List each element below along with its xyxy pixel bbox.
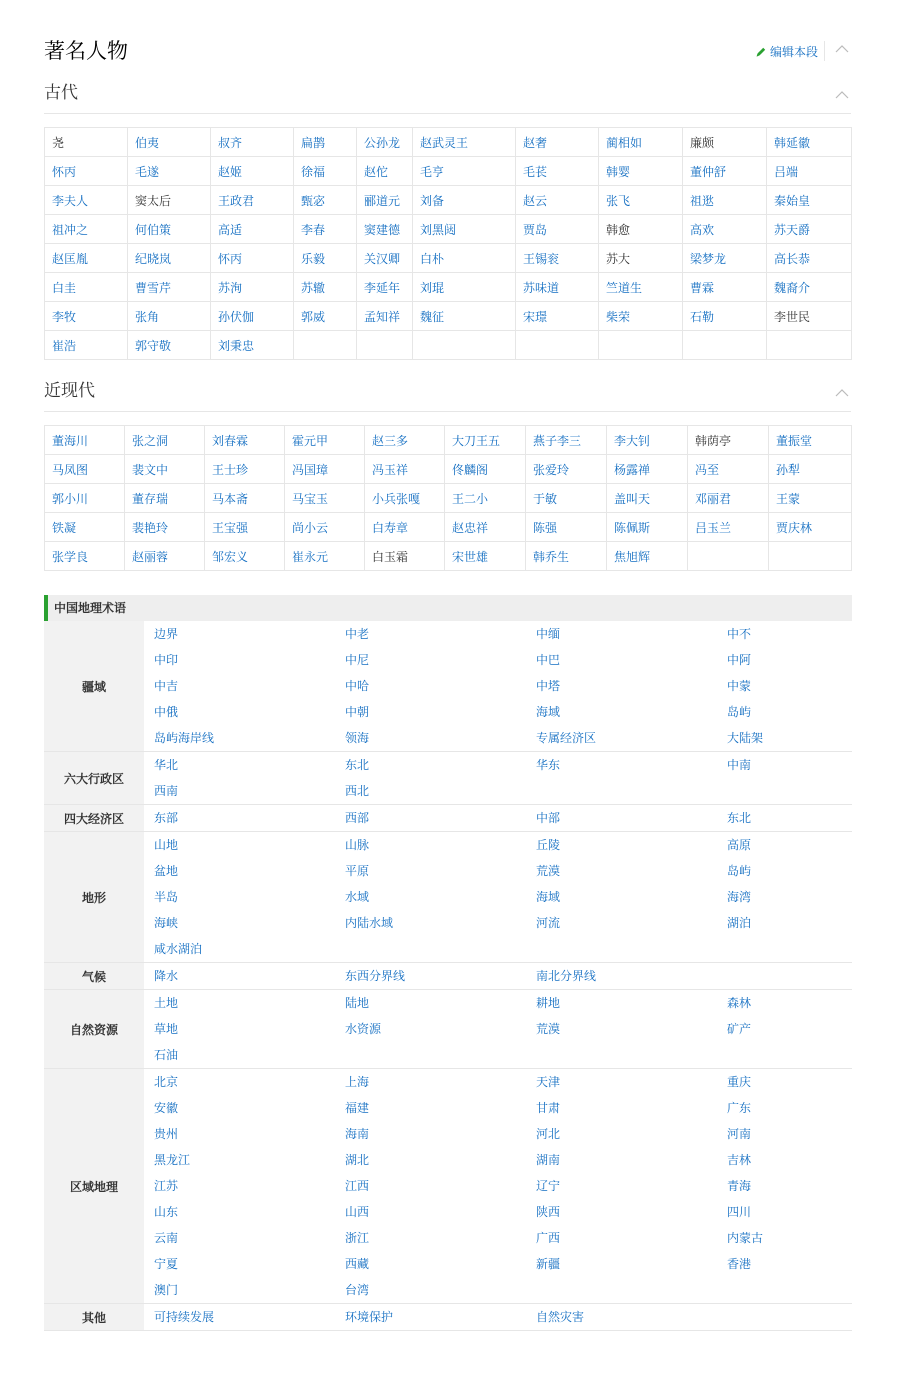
navbox-link[interactable]: 山地 — [154, 838, 179, 852]
person-link[interactable]: 祖逖 — [683, 186, 767, 215]
navbox-group-items — [144, 1069, 852, 1304]
table-row — [45, 331, 852, 360]
navbox-header — [44, 595, 852, 621]
person-link[interactable]: 王政君 — [211, 186, 294, 215]
person-link[interactable]: 董存瑞 — [125, 484, 205, 513]
navbox-link[interactable]: 华东 — [536, 758, 561, 772]
edit-section-button[interactable] — [755, 43, 818, 60]
geography-terms-table — [44, 621, 852, 1331]
table-row — [45, 273, 852, 302]
person-name: 廉颇 — [683, 128, 767, 157]
navbox-link[interactable]: 自然灾害 — [536, 1310, 585, 1324]
person-link[interactable]: 大刀王五 — [445, 426, 526, 455]
person-link[interactable]: 怀丙 — [211, 244, 294, 273]
person-link[interactable]: 李延年 — [357, 273, 413, 302]
navbox-link[interactable]: 重庆 — [727, 1075, 752, 1089]
navbox-link[interactable]: 荒漠 — [536, 1022, 561, 1036]
navbox-link[interactable]: 西部 — [345, 811, 370, 825]
person-link[interactable]: 张之洞 — [125, 426, 205, 455]
person-link[interactable]: 赵忠祥 — [445, 513, 526, 542]
navbox-link[interactable]: 西藏 — [345, 1257, 370, 1271]
navbox-link[interactable]: 降水 — [154, 969, 179, 983]
navbox-link-grid — [144, 621, 852, 751]
navbox-link[interactable]: 丘陵 — [536, 838, 561, 852]
person-link[interactable]: 叔齐 — [211, 128, 294, 157]
person-link[interactable]: 孟知祥 — [357, 302, 413, 331]
person-link[interactable]: 毛亨 — [413, 157, 516, 186]
navbox-link[interactable]: 边界 — [154, 627, 179, 641]
modern-people-table — [44, 425, 852, 571]
navbox-link[interactable]: 土地 — [154, 996, 179, 1010]
navbox-group-items — [144, 832, 852, 963]
navbox-link[interactable]: 中印 — [154, 653, 179, 667]
person-name: 苏大 — [599, 244, 683, 273]
person-link[interactable]: 苏天爵 — [767, 215, 852, 244]
person-link[interactable]: 焦旭辉 — [607, 542, 688, 571]
table-row — [45, 128, 852, 157]
person-link[interactable]: 宋璟 — [516, 302, 599, 331]
person-link[interactable]: 邓丽君 — [688, 484, 769, 513]
person-link[interactable]: 蔺相如 — [599, 128, 683, 157]
chevron-up-icon[interactable] — [835, 90, 849, 100]
empty-cell — [357, 331, 413, 360]
navbox-link[interactable]: 西北 — [345, 784, 370, 798]
navbox-link[interactable]: 广西 — [536, 1231, 561, 1245]
person-link[interactable]: 白寿章 — [365, 513, 445, 542]
person-link[interactable]: 赵姬 — [211, 157, 294, 186]
subsection-title: 古代 — [44, 83, 78, 103]
person-link[interactable]: 于敏 — [526, 484, 607, 513]
person-link[interactable]: 燕子李三 — [526, 426, 607, 455]
person-link[interactable]: 白圭 — [45, 273, 128, 302]
table-row — [45, 542, 852, 571]
person-link[interactable]: 裴文中 — [125, 455, 205, 484]
section-title: 著名人物 — [44, 39, 128, 63]
navbox-link[interactable]: 中部 — [536, 811, 561, 825]
navbox-link[interactable]: 河北 — [536, 1127, 561, 1141]
navbox-link-grid — [144, 1069, 852, 1303]
navbox-link[interactable]: 海南 — [345, 1127, 370, 1141]
table-row — [45, 455, 852, 484]
person-link[interactable]: 曹霖 — [683, 273, 767, 302]
navbox-link[interactable]: 岛屿海岸线 — [154, 731, 215, 745]
person-link[interactable]: 张爱玲 — [526, 455, 607, 484]
navbox-link[interactable]: 咸水湖泊 — [154, 942, 203, 956]
person-link[interactable]: 马本斋 — [205, 484, 285, 513]
person-name: 尧 — [45, 128, 128, 157]
navbox-link[interactable]: 中俄 — [154, 705, 179, 719]
navbox-link[interactable]: 湖北 — [345, 1153, 370, 1167]
navbox-group — [44, 990, 852, 1069]
person-link[interactable]: 祖冲之 — [45, 215, 128, 244]
person-name: 韩愈 — [599, 215, 683, 244]
person-name: 李世民 — [767, 302, 852, 331]
person-link[interactable]: 宋世雄 — [445, 542, 526, 571]
navbox-link[interactable]: 山西 — [345, 1205, 370, 1219]
person-link[interactable]: 赵奢 — [516, 128, 599, 157]
navbox-link[interactable]: 河流 — [536, 916, 561, 930]
ancient-people-table — [44, 127, 852, 360]
subsection-title: 近现代 — [44, 381, 95, 401]
navbox-link[interactable]: 山东 — [154, 1205, 179, 1219]
navbox-link[interactable]: 水域 — [345, 890, 370, 904]
navbox-link[interactable]: 云南 — [154, 1231, 179, 1245]
empty-cell — [767, 331, 852, 360]
navbox-link[interactable]: 高原 — [727, 838, 752, 852]
navbox-link[interactable]: 内陆水域 — [345, 916, 394, 930]
navbox-link[interactable]: 湖南 — [536, 1153, 561, 1167]
navbox-group — [44, 832, 852, 963]
empty-cell — [413, 331, 516, 360]
person-link[interactable]: 陈强 — [526, 513, 607, 542]
navbox-link-grid — [144, 1304, 852, 1330]
navbox-link[interactable]: 香港 — [727, 1257, 752, 1271]
person-link[interactable]: 裴艳玲 — [125, 513, 205, 542]
person-link[interactable]: 杨露禅 — [607, 455, 688, 484]
navbox-group-label: 疆域 — [44, 621, 144, 752]
navbox-link[interactable]: 辽宁 — [536, 1179, 561, 1193]
chevron-up-icon[interactable] — [835, 44, 849, 54]
navbox-link[interactable]: 河南 — [727, 1127, 752, 1141]
person-link[interactable]: 霍元甲 — [285, 426, 365, 455]
person-link[interactable]: 孙犁 — [769, 455, 852, 484]
person-link[interactable]: 王宝强 — [205, 513, 285, 542]
table-row — [45, 513, 852, 542]
navbox-link[interactable]: 江西 — [345, 1179, 370, 1193]
person-link[interactable]: 崔永元 — [285, 542, 365, 571]
table-row — [45, 157, 852, 186]
person-link[interactable]: 苏辙 — [294, 273, 357, 302]
person-name: 白玉霜 — [365, 542, 445, 571]
navbox-link[interactable]: 黑龙江 — [154, 1153, 191, 1167]
navbox-link[interactable]: 平原 — [345, 864, 370, 878]
person-link[interactable]: 李牧 — [45, 302, 128, 331]
navbox-group-items — [144, 752, 852, 805]
navbox-link[interactable]: 海峡 — [154, 916, 179, 930]
person-link[interactable]: 张飞 — [599, 186, 683, 215]
navbox-link[interactable]: 环境保护 — [345, 1310, 394, 1324]
navbox-link[interactable]: 江苏 — [154, 1179, 179, 1193]
navbox-link[interactable]: 福建 — [345, 1101, 370, 1115]
person-link[interactable]: 扁鹊 — [294, 128, 357, 157]
navbox-group-items — [144, 963, 852, 990]
navbox-link[interactable]: 水资源 — [345, 1022, 382, 1036]
navbox-link[interactable]: 半岛 — [154, 890, 179, 904]
person-link[interactable]: 赵丽蓉 — [125, 542, 205, 571]
person-link[interactable]: 盖叫天 — [607, 484, 688, 513]
person-link[interactable]: 赵匡胤 — [45, 244, 128, 273]
person-link[interactable]: 甄宓 — [294, 186, 357, 215]
person-link[interactable]: 贾庆林 — [769, 513, 852, 542]
navbox-link[interactable]: 东部 — [154, 811, 179, 825]
person-link[interactable]: 韩延徽 — [767, 128, 852, 157]
navbox-link[interactable]: 内蒙古 — [727, 1231, 764, 1245]
navbox-link[interactable]: 上海 — [345, 1075, 370, 1089]
empty-cell — [599, 331, 683, 360]
navbox-link[interactable]: 北京 — [154, 1075, 179, 1089]
navbox-group — [44, 1069, 852, 1304]
table-row — [45, 244, 852, 273]
person-link[interactable]: 王蒙 — [769, 484, 852, 513]
person-link[interactable]: 郭小川 — [45, 484, 125, 513]
person-link[interactable]: 铁凝 — [45, 513, 125, 542]
navbox-link[interactable]: 领海 — [345, 731, 370, 745]
navbox-group-label: 其他 — [44, 1304, 144, 1331]
empty-cell — [516, 331, 599, 360]
navbox-link[interactable]: 西南 — [154, 784, 179, 798]
navbox-link[interactable]: 中老 — [345, 627, 370, 641]
navbox-link[interactable]: 岛屿 — [727, 864, 752, 878]
navbox-link-grid — [144, 832, 852, 962]
navbox-link[interactable]: 吉林 — [727, 1153, 752, 1167]
person-link[interactable]: 刘备 — [413, 186, 516, 215]
navbox-link-grid — [144, 752, 852, 804]
navbox-link[interactable]: 荒漠 — [536, 864, 561, 878]
navbox-link[interactable]: 中哈 — [345, 679, 370, 693]
person-link[interactable]: 赵武灵王 — [413, 128, 516, 157]
navbox-link[interactable]: 海域 — [536, 890, 561, 904]
navbox-link[interactable]: 大陆架 — [727, 731, 764, 745]
person-link[interactable]: 高欢 — [683, 215, 767, 244]
empty-cell — [294, 331, 357, 360]
divider — [824, 41, 825, 61]
person-link[interactable]: 冯玉祥 — [365, 455, 445, 484]
person-link[interactable]: 秦始皇 — [767, 186, 852, 215]
person-link[interactable]: 刘秉忠 — [211, 331, 294, 360]
person-link[interactable]: 何伯策 — [128, 215, 211, 244]
navbox-link[interactable]: 中巴 — [536, 653, 561, 667]
person-link[interactable]: 吕端 — [767, 157, 852, 186]
table-row — [45, 215, 852, 244]
person-link[interactable]: 高长恭 — [767, 244, 852, 273]
person-link[interactable]: 梁梦龙 — [683, 244, 767, 273]
navbox-link[interactable]: 矿产 — [727, 1022, 752, 1036]
person-link[interactable]: 李春 — [294, 215, 357, 244]
person-link[interactable]: 王士珍 — [205, 455, 285, 484]
navbox-link[interactable]: 陕西 — [536, 1205, 561, 1219]
person-link[interactable]: 刘春霖 — [205, 426, 285, 455]
subsection-modern-header — [44, 378, 851, 412]
person-link[interactable]: 赵云 — [516, 186, 599, 215]
edit-section-label: 编辑本段 — [769, 45, 818, 59]
navbox-group — [44, 1304, 852, 1331]
navbox-group — [44, 621, 852, 752]
navbox-group-label: 地形 — [44, 832, 144, 963]
navbox-link[interactable]: 中不 — [727, 627, 752, 641]
navbox-group-label: 气候 — [44, 963, 144, 990]
person-link[interactable]: 吕玉兰 — [688, 513, 769, 542]
navbox-link[interactable]: 中朝 — [345, 705, 370, 719]
person-link[interactable]: 贾岛 — [516, 215, 599, 244]
section-header — [44, 36, 851, 68]
navbox-title: 中国地理术语 — [54, 601, 127, 615]
navbox-link[interactable]: 耕地 — [536, 996, 561, 1010]
person-link[interactable]: 徐福 — [294, 157, 357, 186]
navbox-link-grid — [144, 963, 852, 989]
person-link[interactable]: 张角 — [128, 302, 211, 331]
navbox-group-label: 自然资源 — [44, 990, 144, 1069]
navbox-link[interactable]: 中吉 — [154, 679, 179, 693]
person-link[interactable]: 董仲舒 — [683, 157, 767, 186]
navbox-link[interactable]: 岛屿 — [727, 705, 752, 719]
navbox-link[interactable]: 森林 — [727, 996, 752, 1010]
navbox-group-label: 四大经济区 — [44, 805, 144, 832]
navbox-link[interactable]: 中阿 — [727, 653, 752, 667]
person-link[interactable]: 赵三多 — [365, 426, 445, 455]
navbox-link[interactable]: 贵州 — [154, 1127, 179, 1141]
empty-cell — [688, 542, 769, 571]
table-row — [45, 302, 852, 331]
person-link[interactable]: 魏征 — [413, 302, 516, 331]
person-link[interactable]: 毛苌 — [516, 157, 599, 186]
person-link[interactable]: 郦道元 — [357, 186, 413, 215]
table-row — [45, 484, 852, 513]
person-link[interactable]: 李夫人 — [45, 186, 128, 215]
navbox-link[interactable]: 陆地 — [345, 996, 370, 1010]
person-link[interactable]: 公孙龙 — [357, 128, 413, 157]
navbox-link[interactable]: 浙江 — [345, 1231, 370, 1245]
navbox-link-grid — [144, 805, 852, 831]
navbox-group-label: 区域地理 — [44, 1069, 144, 1304]
navbox-group — [44, 805, 852, 832]
navbox-link[interactable]: 海湾 — [727, 890, 752, 904]
person-link[interactable]: 王锡衮 — [516, 244, 599, 273]
navbox-link[interactable]: 华北 — [154, 758, 179, 772]
pencil-icon — [755, 46, 767, 58]
navbox-group-items — [144, 805, 852, 832]
navbox-link[interactable]: 中蒙 — [727, 679, 752, 693]
navbox-link[interactable]: 四川 — [727, 1205, 752, 1219]
person-link[interactable]: 韩婴 — [599, 157, 683, 186]
person-link[interactable]: 冯国璋 — [285, 455, 365, 484]
person-link[interactable]: 魏裔介 — [767, 273, 852, 302]
person-link[interactable]: 李大钊 — [607, 426, 688, 455]
navbox-link[interactable]: 中南 — [727, 758, 752, 772]
person-link[interactable]: 张学良 — [45, 542, 125, 571]
person-link[interactable]: 白朴 — [413, 244, 516, 273]
empty-cell — [769, 542, 852, 571]
person-link[interactable]: 高适 — [211, 215, 294, 244]
navbox-link[interactable]: 东北 — [345, 758, 370, 772]
person-name: 韩荫亭 — [688, 426, 769, 455]
table-row — [45, 426, 852, 455]
person-link[interactable]: 关汉卿 — [357, 244, 413, 273]
person-link[interactable]: 怀丙 — [45, 157, 128, 186]
navbox-group — [44, 752, 852, 805]
person-link[interactable]: 尚小云 — [285, 513, 365, 542]
navbox-link[interactable]: 盆地 — [154, 864, 179, 878]
navbox-group-items — [144, 990, 852, 1069]
navbox-link[interactable]: 青海 — [727, 1179, 752, 1193]
navbox-link[interactable]: 新疆 — [536, 1257, 561, 1271]
navbox-group-items — [144, 1304, 852, 1331]
subsection-ancient-header — [44, 80, 851, 114]
person-link[interactable]: 马宝玉 — [285, 484, 365, 513]
person-link[interactable]: 韩乔生 — [526, 542, 607, 571]
person-link[interactable]: 石勒 — [683, 302, 767, 331]
navbox-link-grid — [144, 990, 852, 1068]
navbox-group-label: 六大行政区 — [44, 752, 144, 805]
navbox-link[interactable]: 可持续发展 — [154, 1310, 215, 1324]
person-link[interactable]: 郭守敬 — [128, 331, 211, 360]
navbox-group — [44, 963, 852, 990]
navbox-link[interactable]: 澳门 — [154, 1283, 179, 1297]
person-link[interactable]: 竺道生 — [599, 273, 683, 302]
navbox-link[interactable]: 山脉 — [345, 838, 370, 852]
person-link[interactable]: 邹宏义 — [205, 542, 285, 571]
navbox-link[interactable]: 草地 — [154, 1022, 179, 1036]
person-link[interactable]: 刘黑闼 — [413, 215, 516, 244]
navbox-link[interactable]: 海域 — [536, 705, 561, 719]
person-link[interactable]: 苏味道 — [516, 273, 599, 302]
navbox-link[interactable]: 专属经济区 — [536, 731, 597, 745]
navbox-link[interactable]: 中缅 — [536, 627, 561, 641]
navbox-link[interactable]: 中尼 — [345, 653, 370, 667]
navbox-link[interactable]: 甘肃 — [536, 1101, 561, 1115]
navbox-link[interactable]: 广东 — [727, 1101, 752, 1115]
person-link[interactable]: 曹雪芹 — [128, 273, 211, 302]
person-name: 窦太后 — [128, 186, 211, 215]
person-link[interactable]: 小兵张嘎 — [365, 484, 445, 513]
person-link[interactable]: 毛遂 — [128, 157, 211, 186]
navbox-accent-bar — [44, 595, 48, 621]
navbox-link[interactable]: 安徽 — [154, 1101, 179, 1115]
person-link[interactable]: 崔浩 — [45, 331, 128, 360]
navbox-link[interactable]: 宁夏 — [154, 1257, 179, 1271]
person-link[interactable]: 佟麟阁 — [445, 455, 526, 484]
navbox-link[interactable]: 中塔 — [536, 679, 561, 693]
person-link[interactable]: 孙伏伽 — [211, 302, 294, 331]
person-link[interactable]: 赵佗 — [357, 157, 413, 186]
person-link[interactable]: 苏洵 — [211, 273, 294, 302]
person-link[interactable]: 陈佩斯 — [607, 513, 688, 542]
person-link[interactable]: 董海川 — [45, 426, 125, 455]
person-link[interactable]: 窦建德 — [357, 215, 413, 244]
navbox-link[interactable]: 台湾 — [345, 1283, 370, 1297]
navbox-link[interactable]: 东西分界线 — [345, 969, 406, 983]
person-link[interactable]: 乐毅 — [294, 244, 357, 273]
person-link[interactable]: 冯至 — [688, 455, 769, 484]
navbox-group-items — [144, 621, 852, 752]
person-link[interactable]: 刘琨 — [413, 273, 516, 302]
person-link[interactable]: 纪晓岚 — [128, 244, 211, 273]
person-link[interactable]: 郭威 — [294, 302, 357, 331]
chevron-up-icon[interactable] — [835, 388, 849, 398]
navbox-link[interactable]: 天津 — [536, 1075, 561, 1089]
person-link[interactable]: 柴荣 — [599, 302, 683, 331]
person-link[interactable]: 董振堂 — [769, 426, 852, 455]
empty-cell — [683, 331, 767, 360]
person-link[interactable]: 伯夷 — [128, 128, 211, 157]
navbox-link[interactable]: 湖泊 — [727, 916, 752, 930]
navbox-link[interactable]: 南北分界线 — [536, 969, 597, 983]
navbox-link[interactable]: 东北 — [727, 811, 752, 825]
person-link[interactable]: 马凤图 — [45, 455, 125, 484]
table-row — [45, 186, 852, 215]
person-link[interactable]: 王二小 — [445, 484, 526, 513]
navbox-link[interactable]: 石油 — [154, 1048, 179, 1062]
